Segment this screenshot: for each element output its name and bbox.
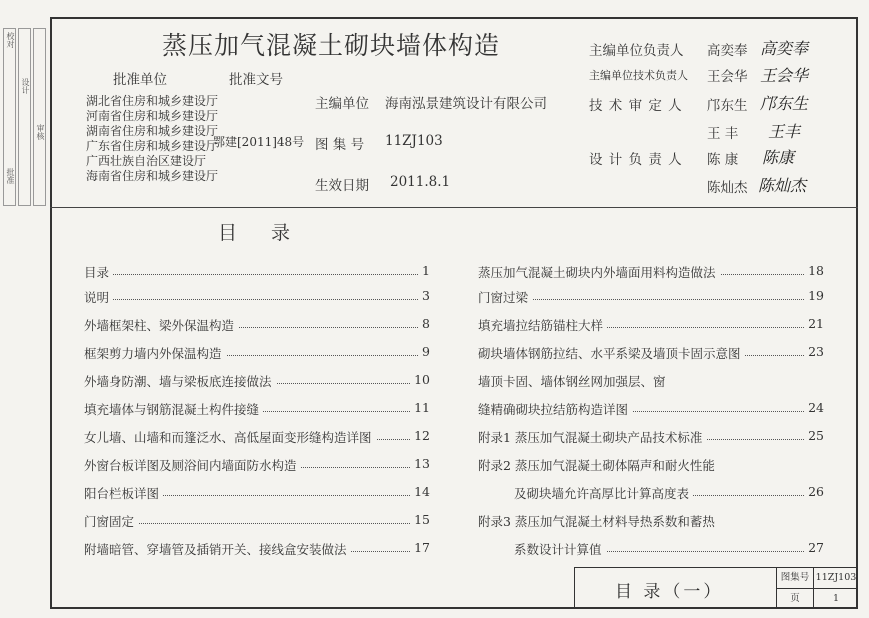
toc-entry[interactable] — [84, 537, 430, 559]
document-title: 蒸压加气混凝土砌块墙体构造 — [162, 31, 501, 60]
toc-entry-title: 填充墙体与钢筋混凝土构件接缝 — [84, 400, 263, 418]
toc-entry-title: 砌块墙体钢筋拉结、水平系梁及墙顶卡固示意图 — [478, 344, 745, 362]
toc-entry-title: 目录 — [84, 263, 113, 281]
toc-entry-title: 门窗固定 — [84, 512, 138, 530]
toc-entry-page: 19 — [804, 288, 824, 303]
role-name: 陈灿杰 — [707, 180, 748, 196]
toc-entry[interactable] — [84, 509, 430, 531]
signature-image: 高奕奉 — [760, 39, 809, 58]
toc-entry-title: 及砌块墙允许高厚比计算高度表 — [514, 484, 693, 502]
approval-unit: 湖南省住房和城乡建设厅 — [86, 124, 219, 138]
page-value-cell — [813, 588, 858, 609]
role-label: 技 术 审 定 人 — [589, 98, 683, 114]
approval-unit: 广西壮族自治区建设厅 — [86, 154, 207, 168]
toc-entry-page: 18 — [804, 263, 824, 278]
toc-title: 目 录 — [218, 222, 305, 244]
toc-entry-title: 女儿墙、山墙和而篷泛水、高低屋面变形缝构造详图 — [84, 428, 376, 446]
signature-image: 王丰 — [768, 122, 801, 141]
toc-entry-title: 填充墙拉结筋锚柱大样 — [478, 316, 607, 334]
toc-entry-title: 说明 — [84, 288, 113, 306]
toc-entry-title: 附墙暗管、穿墙管及插销开关、接线盒安装做法 — [84, 540, 351, 558]
toc-entry[interactable] — [478, 397, 824, 419]
atlas-label-cell — [776, 567, 813, 588]
toc-entry-title: 系数设计计算值 — [514, 540, 606, 558]
signature-image: 陈康 — [762, 148, 795, 167]
role-name: 王会华 — [707, 69, 748, 85]
toc-entry-page: 21 — [804, 316, 824, 331]
role-name: 邝东生 — [707, 98, 748, 114]
toc-entry-title: 外窗台板详图及厕浴间内墙面防水构造 — [84, 456, 301, 474]
toc-entry[interactable] — [478, 260, 824, 282]
role-name: 王 丰 — [707, 126, 739, 142]
signature-image: 王会华 — [760, 66, 809, 85]
approval-unit: 湖北省住房和城乡建设厅 — [86, 94, 219, 108]
toc-entry[interactable] — [478, 537, 824, 559]
role-label: 主编单位负责人 — [589, 43, 684, 59]
toc-entry-title: 附录2 蒸压加气混凝土砌体隔声和耐火性能 — [478, 456, 719, 474]
title-block-page-label: 页 — [790, 593, 800, 604]
toc-entry[interactable] — [478, 341, 824, 363]
editor-value: 海南泓景建筑设计有限公司 — [385, 96, 547, 112]
toc-entry[interactable] — [84, 285, 430, 307]
role-label: 主编单位技术负责人 — [589, 69, 688, 82]
toc-entry-page: 3 — [418, 288, 430, 303]
toc-entry-page: 15 — [410, 512, 430, 527]
toc-entry[interactable] — [84, 425, 430, 447]
toc-entry-title: 蒸压加气混凝土砌块内外墙面用料构造做法 — [478, 263, 720, 281]
toc-entry-title: 门窗过梁 — [478, 288, 532, 306]
toc-entry-page: 13 — [410, 456, 430, 471]
toc-entry-page: 8 — [418, 316, 430, 331]
toc-entry[interactable] — [84, 369, 430, 391]
toc-entry-page: 26 — [804, 484, 824, 499]
approval-unit: 河南省住房和城乡建设厅 — [86, 109, 219, 123]
page-label-cell — [776, 588, 813, 609]
signature-image: 陈灿杰 — [758, 176, 807, 195]
atlas-value-cell — [813, 567, 858, 588]
toc-entry-title: 墙顶卡固、墙体钢丝网加强层、窗 — [478, 372, 670, 390]
editor-label: 主编单位 — [315, 96, 369, 112]
toc-entry — [478, 453, 824, 475]
toc-entry-title: 框架剪力墙内外保温构造 — [84, 344, 226, 362]
toc-entry-page: 14 — [410, 484, 430, 499]
toc-entry-page: 17 — [410, 540, 430, 555]
toc-entry[interactable] — [478, 285, 824, 307]
toc-entry — [478, 369, 824, 391]
title-block-name-cell — [574, 567, 776, 609]
toc-entry-title: 缝精确砌块拉结筋构造详图 — [478, 400, 632, 418]
toc-entry-page: 1 — [418, 263, 430, 278]
toc-entry-page: 25 — [804, 428, 824, 443]
title-block-atlas-label: 图集号 — [780, 572, 810, 583]
effective-value: 2011.8.1 — [390, 174, 451, 190]
toc-entry[interactable] — [478, 313, 824, 335]
toc-entry-title: 外墙身防潮、墙与梁板底连接做法 — [84, 372, 276, 390]
strip-column — [33, 28, 46, 206]
toc-entry-page: 9 — [418, 344, 430, 359]
approval-number: 鄂建[2011]48号 — [213, 135, 305, 149]
toc-entry-title: 附录1 蒸压加气混凝土砌块产品技术标准 — [478, 428, 706, 446]
toc-entry[interactable] — [84, 260, 430, 282]
toc-entry-page: 11 — [410, 400, 430, 415]
toc-entry — [478, 509, 824, 531]
toc-entry-page: 27 — [804, 540, 824, 555]
toc-entry-page: 23 — [804, 344, 824, 359]
approval-unit: 海南省住房和城乡建设厅 — [86, 169, 219, 183]
toc-entry[interactable] — [84, 313, 430, 335]
approval-unit: 广东省住房和城乡建设厅 — [86, 139, 219, 153]
effective-label: 生效日期 — [315, 178, 369, 194]
strip-column — [18, 28, 31, 206]
title-block — [574, 567, 858, 609]
toc-entry-title: 附录3 蒸压加气混凝土材料导热系数和蓄热 — [478, 512, 719, 530]
atlas-label: 图 集 号 — [315, 137, 365, 153]
approval-doc-label: 批准文号 — [229, 72, 283, 88]
binding-strip — [3, 28, 47, 206]
toc-entry[interactable] — [478, 481, 824, 503]
toc-entry[interactable] — [84, 481, 430, 503]
approval-unit-label: 批准单位 — [113, 72, 167, 88]
toc-entry[interactable] — [478, 425, 824, 447]
strip-text: 设计 — [21, 78, 30, 94]
role-label: 设 计 负 责 人 — [589, 152, 683, 168]
title-block-name: 目 录（一） — [615, 582, 724, 602]
title-block-atlas-value: 11ZJ103 — [815, 572, 857, 583]
role-name: 高奕奉 — [707, 43, 748, 59]
toc-entry-title: 外墙框架柱、梁外保温构造 — [84, 316, 238, 334]
toc-entry-page: 24 — [804, 400, 824, 415]
strip-text: 校对 — [6, 32, 15, 48]
toc-entry[interactable] — [84, 453, 430, 475]
strip-text: 批准 — [6, 168, 15, 184]
toc-entry[interactable] — [84, 341, 430, 363]
role-name: 陈 康 — [707, 152, 739, 168]
signature-image: 邝东生 — [760, 94, 809, 113]
title-block-page-value: 1 — [832, 593, 840, 604]
atlas-value: 11ZJ103 — [385, 133, 443, 149]
header-divider — [50, 207, 858, 208]
strip-text: 审核 — [36, 124, 45, 140]
toc-entry-title: 阳台栏板详图 — [84, 484, 163, 502]
toc-entry-page: 12 — [410, 428, 430, 443]
toc-entry-page: 10 — [410, 372, 430, 387]
toc-entry[interactable] — [84, 397, 430, 419]
